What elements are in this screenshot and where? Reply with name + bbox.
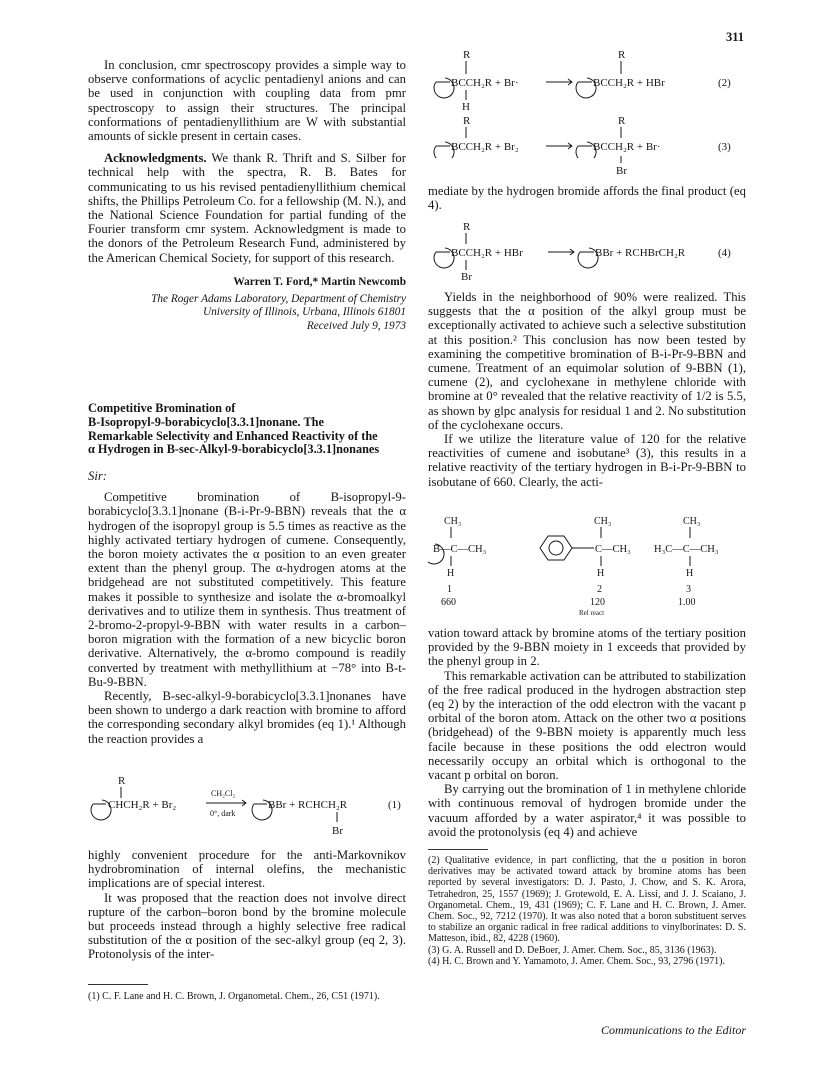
eq1-number: (1) [388,799,401,811]
eq4-br-label: Br [461,271,472,282]
eq3-br-label: Br [616,165,627,176]
eq4-reactants: BCCH₂R + HBr [451,247,523,259]
eq1-condition-temperature: 0°, dark [210,809,236,818]
eq3-r-right: R [618,115,626,127]
eq3-products: BCCH₂R + Br· [593,141,661,153]
eq2-products: BCCH₂R + HBr [593,77,665,89]
compound-3-ch3: CH₃ [683,516,701,527]
eq2-r-right: R [618,49,626,61]
right-column-middle [428,290,746,489]
benzene-ring-icon [540,536,572,560]
eq1-reactants: CHCH₂R + Br₂ [108,799,177,811]
literature-paragraph: If we utilize the literature value of 120 for the relative reactivities of cumene and isobutane³ (3), this results in a relative reactivity of the tertiary hydrogen in B-i-Pr-9-BBN to isobutane of 660. Clearly, the acti- [428,432,746,489]
recently-paragraph: Recently, B-sec-alkyl-9-borabicyclo[3.3.1]nonanes have been shown to undergo a dark reaction with bromine to afford the corresponding secondary alkyl bromides (eq 1).¹ Although the reaction provides a [88,689,406,746]
footnote-4: (4) H. C. Brown and Y. Yamamoto, J. Amer. Chem. Soc., 93, 2796 (1971). [428,955,725,967]
right-column-bottom [428,626,746,967]
article-title-line-4: α Hydrogen in B-sec-Alkyl-9-borabicyclo[3.3.1]nonanes [88,442,380,457]
salutation: Sir: [88,469,108,484]
intro-paragraph: Competitive bromination of B-isopropyl-9-borabicyclo[3.3.1]nonane (B-i-Pr-9-BBN) reveals that the α hydrogen of the isopropyl group is 5.5 times as reactive as the highly activated tertiary hydrogen of cumene. Consequently, the boron moiety activates the α position to an even greater extent than the phenyl group. The α-hydrogen atoms at the bridgehead are not substituted competitively. This feature makes it possible to synthesize and isolate the α-bromoalkyl derivatives and to utilize them in synthesis. Thus treatment of 2-bromo-2-propyl-9-BBN with water results in a carbon–boron migration with the formation of a new bicyclic boron derivative. Alternatively, the α-bromo compound is readily converted by treatment with methyllithium at −78° into B-t-Bu-9-BBN. [88,490,406,689]
equation-4 [428,218,746,282]
compound-1-number: 1 [447,584,452,595]
footnote-1: (1) C. F. Lane and H. C. Brown, J. Organometal. Chem., 26, C51 (1971). [88,990,380,1002]
proposal-paragraph: It was proposed that the reaction does not involve direct rupture of the carbon–boron bond by the bromine molecule but proceeds instead through a highly selective free radical substitution of the α position of the sec-alkyl group (eq 2, 3). Protonolysis of the inter- [88,890,406,962]
article-title-line-1: Competitive Bromination of [88,401,236,415]
eq2-h-label: H [462,101,470,113]
compound-2-structure: C—CH₃ [595,544,631,555]
eq4-r-label: R [463,221,471,233]
eq4-number: (4) [718,247,731,259]
eq3-br-substituent [428,156,746,176]
article-title-line-3: Remarkable Selectivity and Enhanced Reactivity of the [88,428,378,443]
acknowledgments-heading: Acknowledgments. [104,151,207,166]
footnote-rule [428,849,488,850]
left-column [88,58,406,333]
equations-2-3 [428,46,746,158]
relative-reactivity-label: Rel react [579,609,605,616]
eq1-condition-solvent: CH₂Cl₂ [211,789,236,798]
eq3-number: (3) [718,141,731,153]
received-date: Received July 9, 1973 [306,319,406,332]
compound-2-h: H [597,568,605,579]
compound-1-reactivity: 660 [441,597,456,608]
eq1-products: BBr + RCHCH₂R [268,799,348,811]
yields-paragraph: Yields in the neighborhood of 90% were realized. This suggests that the α position of the alkyl group must be exceptionally activated to achieve such a selective substitution at this position.² This conclusion has now been tested by examining the competitive bromination of B-i-Pr-9-BBN and cumene. Treatment of an equimolar solution of 9-BBN (1), cumene (2), and cyclohexane in methylene chloride with bromine at 0° revealed that the relative reactivity of 1/2 is 5.5, as shown by glpc analysis for residual 1 and 2. No substitution of the cyclohexane occurs. [428,290,746,432]
eq3-r-left: R [463,115,471,127]
affiliation-line-2: University of Illinois, Urbana, Illinois 61801 [202,306,406,319]
compound-3-h: H [686,568,694,579]
page-number: 311 [726,30,745,44]
stabilization-paragraph: This remarkable activation can be attributed to stabilization of the free radical produced in the hydrogen abstraction step (eq 2) by the interaction of the odd electron with the vacant p orbital of the boron atom. Attack on the other two α positions (bridgehead) of the 9-BBN moiety is apparently much less facile because in these positions the odd electron would necessarily occupy an orbital which is orthogonal to the vacant p orbital on boron. [428,668,746,783]
right-column-top [428,184,746,212]
footnote-3: (3) G. A. Russell and D. DeBoer, J. Amer. Chem. Soc., 85, 3136 (1963). [428,944,717,956]
eq3-reactants: BCCH₂R + Br₂ [451,141,519,153]
eq1-br-label: Br [332,825,343,836]
eq2-number: (2) [718,77,731,89]
activation-paragraph: vation toward attack by bromine atoms of the tertiary position provided by the 9-BBN moiety in 1 exceeds that provided by the phenyl group in 2. [428,626,746,669]
compound-2-reactivity: 120 [590,597,605,608]
eq4-products: BBr + RCHBrCH₂R [595,247,686,259]
footnote-rule [88,984,148,985]
intermediate-paragraph: mediate by the hydrogen bromide affords the final product (eq 4). [428,184,746,213]
footnote-2: (2) Qualitative evidence, in part conflicting, that the α position in boron derivatives may be activated toward attack by bromine atoms has been reported by several investigators: D. J. Pasto, J. Chow, and S. K. Arora, Tetrahedron, 25, 1557 (1969); J. Grotewold, E. A. Lissi, and J. J. Scaiano, J. Organometal. Chem., 19, 431 (1969); C. F. Lane and H. C. Brown, J. Amer. Chem. Soc., 92, 7212 (1970). It was also noted that a boron substituent serves to stabilize an organic radical in free radical additions to vinylborinates: D. S. Matteson, ibid., 82, 4228 (1960). [428,855,746,945]
compound-comparison-figure [428,512,746,616]
compound-3-number: 3 [686,584,691,595]
eq2-r-left: R [463,49,471,61]
eq1-r-label: R [118,775,126,787]
compound-3-reactivity: 1.00 [678,597,696,608]
acknowledgments-paragraph [88,151,406,265]
equation-1 [88,772,406,836]
compound-2-ch3: CH₃ [594,516,612,527]
compound-1-structure: B—C—CH₃ [433,544,487,555]
author-names: Warren T. Ford,* Martin Newcomb [233,275,406,288]
article-title-line-2: B-Isopropyl-9-borabicyclo[3.3.1]nonane. The [88,414,324,429]
compound-1-h: H [447,568,455,579]
bromination-method-paragraph: By carrying out the bromination of 1 in methylene chloride with continuous removal of hydrogen bromide under the vacuum afforded by a water aspirator,⁴ it was possible to avoid the protonolysis (eq 4) and achieve [428,782,746,839]
compound-2-number: 2 [597,584,602,595]
conclusion-paragraph: In conclusion, cmr spectroscopy provides a simple way to observe conformations of acyclic pentadienyl anions and can be used in conjunction with coupling data from pmr spectroscopy to assign their structures. The principal conformations of pentadienyllithium are W with substantial amounts of sickle present in certain cases. [88,58,406,144]
left-column-bottom [88,848,406,1002]
compound-3-structure: H₃C—C—CH₃ [654,544,719,555]
affiliation-line-1: The Roger Adams Laboratory, Department of Chemistry [151,292,406,305]
compound-1-ch3: CH₃ [444,516,462,527]
eq2-reactants: BCCH₂R + Br· [451,77,519,89]
acknowledgments-text: We thank R. Thrift and S. Silber for technical help with the spectra, R. B. Bates for communicating to us his revised pentadienyllithium chemical shifts, the Phillips Petroleum Co. for a fellowship (M. N.), and the National Science Foundation for partial funding of the Fourier transform cmr system. Acknowledgment is made to the donors of the Petroleum Research Fund, administered by the American Chemical Society, for support of this research. [88,151,406,265]
article-title-block [88,402,406,746]
journal-section-footer: Communications to the Editor [601,1023,746,1037]
hydrobromination-paragraph: highly convenient procedure for the anti-Markovnikov hydrobromination of internal olefins, the mechanistic implications are of special interest. [88,848,406,891]
